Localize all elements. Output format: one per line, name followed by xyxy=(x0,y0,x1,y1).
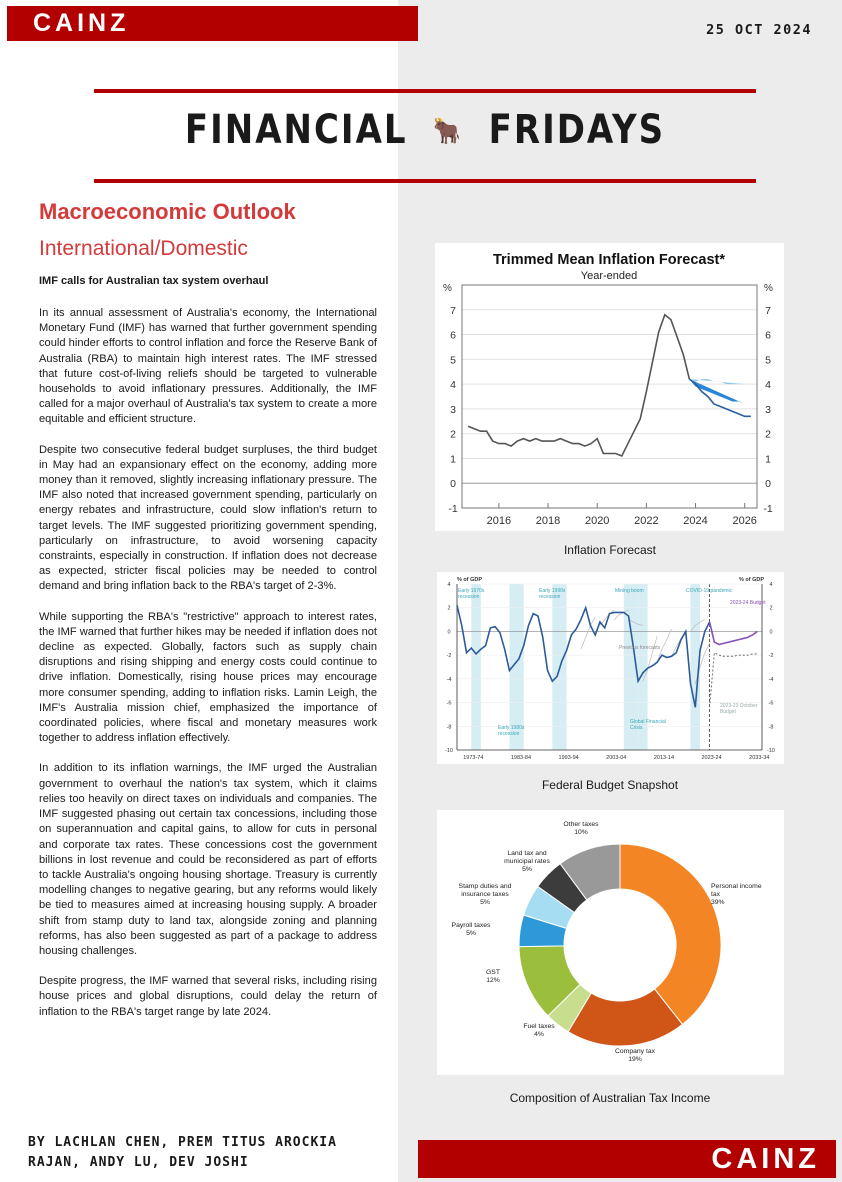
x-tick-label: 2022 xyxy=(634,515,659,527)
slice-label: Payroll taxes 5% xyxy=(451,922,491,937)
article-heading: Macroeconomic Outlook xyxy=(39,199,296,224)
header-logo: CAINZ xyxy=(7,6,418,41)
chart-annotation: Mining boom xyxy=(615,588,644,594)
y-tick-label: -6 xyxy=(446,700,452,707)
y-tick-label-right: -6 xyxy=(768,700,774,707)
x-tick-label: 2024 xyxy=(683,515,708,527)
article-paragraph: In its annual assessment of Australia's economy, the International Monetary Fund (IMF) has warned that further government spending could hinder efforts to control inflation and force the Reserve Bank of Australia (RBA) to maintain high interest rates. The IMF stressed that future cost-of-living reliefs should be targeted to vulnerable households to avoid inflationary pressures. Additionally, the IMF called for a major overhaul of Australia's tax system to create a more equitable and efficient structure. xyxy=(39,307,377,426)
x-tick-label: 1973-74 xyxy=(463,755,484,761)
y-tick-label-right: 3 xyxy=(765,403,771,416)
article-paragraph: In addition to its inflation warnings, the IMF urged the Australian government to overhaul the nation's tax system, which it claims relies too heavily on direct taxes on individuals and companies. The IMF suggested phasing out certain tax concessions, including those on superannuation and capital gains, to allow for cuts in personal and corporate tax rates. These concessions cost the government billions in lost revenue and could be reconsidered as part of efforts to tackle Australia's ongoing housing shortage. Treasury is currently modelling changes to negative gearing, but any reforms would likely be tied to measures aimed at increasing housing supply. A broader shift from stamp duty to land tax, alongside zoning and planning reforms, has also been suggested as part of a package to address housing challenges. xyxy=(39,762,377,957)
chart-annotation: COVID-19 pandemic xyxy=(686,588,733,594)
y-tick-label: -4 xyxy=(446,676,452,683)
x-tick-label: 2016 xyxy=(486,515,512,527)
x-tick-label: 2033-34 xyxy=(749,755,770,761)
inflation-caption: Inflation Forecast xyxy=(563,543,657,557)
y-axis-label-left: % of GDP xyxy=(457,577,483,583)
budget-chart xyxy=(437,572,784,764)
masthead-right: FRIDAYS xyxy=(488,106,666,154)
y-tick-label-right: 2 xyxy=(765,428,771,441)
y-tick-label: 3 xyxy=(450,403,456,416)
chart-annotation: Early 1980s recession xyxy=(498,725,525,737)
masthead-bottom-rule xyxy=(94,179,756,183)
budget-caption: Federal Budget Snapshot xyxy=(541,778,679,792)
y-tick-label: 4 xyxy=(447,582,451,588)
previous-forecast-line xyxy=(581,617,595,649)
y-tick-label-right: 4 xyxy=(765,379,771,392)
slice-label: Other taxes 10% xyxy=(563,821,599,836)
slice-label: Land tax and municipal rates 5% xyxy=(504,850,550,873)
slice-label: Fuel taxes 4% xyxy=(523,1023,555,1038)
masthead xyxy=(94,106,756,153)
y-tick-label-right: -4 xyxy=(768,676,774,683)
x-tick-label: 2018 xyxy=(535,515,561,527)
y-tick-label: 6 xyxy=(450,329,456,342)
article-paragraph: Despite progress, the IMF warned that several risks, including rising house prices and global disruptions, could delay the return of inflation to the RBA's target range by late 2024. xyxy=(39,975,377,1018)
plot-frame xyxy=(462,285,757,508)
slice-label: Stamp duties and insurance taxes 5% xyxy=(458,883,512,906)
y-tick-label: -10 xyxy=(445,748,453,754)
slice-label: Personal income tax 39% xyxy=(711,883,762,906)
bull-icon: 🐂 xyxy=(433,117,463,147)
tax-chart xyxy=(437,810,784,1075)
article-paragraph: While supporting the RBA's "restrictive" approach to interest rates, the IMF warned that further hikes may be needed if inflation does not decline as expected. Globally, factors such as supply chain disruptions and rising shipping and energy costs could continue to drive inflation. Domestically, rising house prices may encourage more consumer spending, adding to inflation risks. Lamin Leigh, the IMF's Australia mission chief, emphasized the importance of coordinated policies, where fiscal and monetary measures work together to address inflation effectively. xyxy=(39,610,377,745)
y-tick-label: 7 xyxy=(450,304,456,317)
chart-subtitle: Year-ended xyxy=(580,270,638,282)
chart-annotation: 2023-24 Budget xyxy=(730,600,766,606)
x-tick-label: 2020 xyxy=(584,515,610,527)
donut-slice xyxy=(620,844,721,1024)
y-tick-label: 0 xyxy=(450,478,456,491)
inflation-chart-card xyxy=(435,243,784,531)
article-paragraph: Despite two consecutive federal budget surpluses, the third budget in May had an expansionary effect on the economy, adding more money than it removed, slightly increasing inflationary pressure. The IMF also noted that increased government spending, particularly on energy rebates and infrastructure, could slow inflation's return to target levels. The IMF suggested prioritizing government spending, particularly on infrastructure, to avoid worsening capacity constraints, especially in construction. If inflation does not decrease as expected, stricter fiscal policies may be needed to control demand and bring inflation back to the RBA's target of 2-3%. xyxy=(39,443,377,593)
slice-label: Company tax 19% xyxy=(614,1048,656,1063)
y-tick-label: -1 xyxy=(448,503,458,515)
budget-chart-card xyxy=(437,572,784,764)
slice-label: GST 12% xyxy=(486,969,500,984)
chart-annotation: Early 1970s recession xyxy=(458,588,485,600)
masthead-top-rule xyxy=(94,89,756,93)
chart-title: Trimmed Mean Inflation Forecast* xyxy=(492,252,726,268)
y-tick-label-right: 1 xyxy=(765,453,771,466)
y-tick-label-right: 5 xyxy=(765,354,771,367)
y-axis-label-right: % xyxy=(764,283,773,294)
y-tick-label: 5 xyxy=(450,354,456,367)
y-axis-label-left: % xyxy=(443,283,452,294)
y-tick-label-right: 7 xyxy=(765,304,771,317)
chart-annotation: 2023-23 October Budget xyxy=(720,703,758,715)
y-tick-label: 2 xyxy=(450,428,456,441)
y-tick-label-right: -10 xyxy=(767,748,775,754)
y-tick-label-right: 0 xyxy=(769,629,773,636)
x-tick-label: 2023-24 xyxy=(701,755,722,761)
article-subheading: International/Domestic xyxy=(39,237,248,260)
byline: BY LACHLAN CHEN, PREM TITUS AROCKIA RAJAN, ANDY LU, DEV JOSHI xyxy=(28,1135,337,1170)
x-tick-label: 1983-84 xyxy=(510,755,532,761)
inflation-chart xyxy=(435,243,784,531)
chart-annotation: Early 1990s recession xyxy=(539,588,566,600)
budget-projection-line xyxy=(710,622,758,645)
footer-logo: CAINZ xyxy=(418,1140,836,1178)
forecast-band-inner xyxy=(689,379,744,404)
chart-annotation: Global Financial Crisis xyxy=(630,719,666,731)
x-tick-label: 2026 xyxy=(732,515,757,527)
y-tick-label-right: -8 xyxy=(768,724,774,731)
tax-caption: Composition of Australian Tax Income xyxy=(509,1091,711,1105)
shaded-period xyxy=(471,584,481,750)
y-tick-label: 4 xyxy=(450,379,456,392)
budget-actual-line xyxy=(457,605,710,707)
article-body xyxy=(39,306,377,1035)
x-tick-label: 2003-04 xyxy=(606,755,627,761)
y-axis-label-right: % of GDP xyxy=(739,577,765,583)
y-tick-label: -2 xyxy=(446,653,452,660)
inflation-actual-line xyxy=(468,315,689,456)
y-tick-label: 0 xyxy=(447,629,451,636)
x-tick-label: 1993-94 xyxy=(558,755,579,761)
y-tick-label-right: 4 xyxy=(769,582,773,588)
article-lede: IMF calls for Australian tax system overhaul xyxy=(39,275,269,287)
y-tick-label-right: 6 xyxy=(765,329,771,342)
y-tick-label: 2 xyxy=(447,605,451,612)
tax-chart-card xyxy=(437,810,784,1075)
chart-annotation: Previous forecasts xyxy=(619,645,661,651)
masthead-left: FINANCIAL xyxy=(184,106,408,154)
y-tick-label-right: 2 xyxy=(769,605,773,612)
october-projection-line xyxy=(710,653,758,708)
y-tick-label-right: -2 xyxy=(768,653,774,660)
issue-date: 25 OCT 2024 xyxy=(706,22,812,38)
y-tick-label: 1 xyxy=(450,453,456,466)
y-tick-label-right: -1 xyxy=(763,503,773,515)
x-tick-label: 2013-14 xyxy=(653,755,675,761)
y-tick-label: -8 xyxy=(446,724,452,731)
y-tick-label-right: 0 xyxy=(765,478,771,491)
